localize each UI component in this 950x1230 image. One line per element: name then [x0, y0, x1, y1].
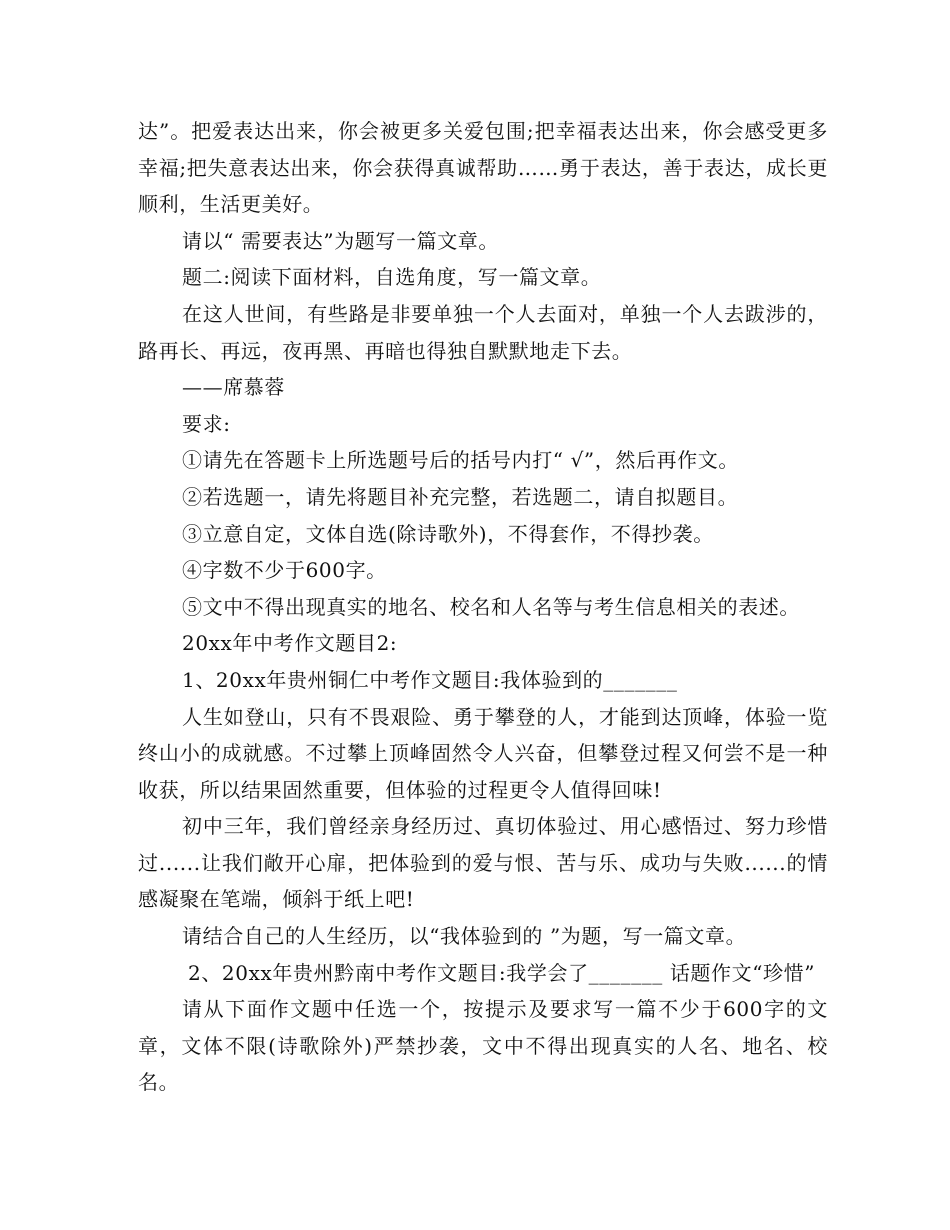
paragraph-junior-high: 初中三年，我们曾经亲身经历过、真切体验过、用心感悟过、努力珍惜过......让我们敞开心扉，把体验到的爱与恨、苦与乐、成功与失败......的情感凝聚在笔端，倾斜于纸上吧!: [138, 814, 828, 912]
paragraph-instruction: 请结合自己的人生经历，以“我体验到的 ”为题，写一篇文章。: [182, 924, 747, 949]
paragraph-quote-author: ——席慕蓉: [182, 375, 285, 400]
paragraph-prompt-title: 请以“ 需要表达”为题写一篇文章。: [182, 228, 500, 253]
paragraph-continuation: 达”。把爱表达出来，你会被更多关爱包围;把幸福表达出来，你会感受更多幸福;把失意表达出来，你会获得真诚帮助……勇于表达，善于表达，成长更顺利，生活更美好。: [138, 119, 828, 217]
requirement-item-5: ⑤文中不得出现真实的地名、校名和人名等与考生信息相关的表述。: [182, 594, 800, 619]
requirement-item-1: ①请先在答题卡上所选题号后的括号内打“ √”，然后再作文。: [182, 448, 739, 473]
section-heading: 20xx年中考作文题目2:: [182, 631, 398, 656]
requirement-item-3: ③立意自定，文体自选(除诗歌外)，不得套作，不得抄袭。: [182, 521, 714, 546]
document-body: [138, 113, 828, 1101]
paragraph-mountain: 人生如登山，只有不畏艰险、勇于攀登的人，才能到达顶峰，体验一览终山小的成就感。不过攀上顶峰固然令人兴奋，但攀登过程又何尝不是一种收获，所以结果固然重要，但体验的过程更令人值得回味!: [138, 704, 828, 802]
topic-2-heading: 2、20xx年贵州黔南中考作文题目:我学会了_______ 话题作文“珍惜”: [188, 960, 816, 985]
paragraph-topic-two: 题二:阅读下面材料，自选角度，写一篇文章。: [182, 265, 602, 290]
requirement-item-4: ④字数不少于600字。: [182, 558, 387, 583]
topic-1-heading: 1、20xx年贵州铜仁中考作文题目:我体验到的_______: [182, 667, 678, 692]
paragraph-quote: 在这人世间，有些路是非要单独一个人去面对，单独一个人去跋涉的，路再长、再远，夜再黑、再暗也得独自默默地走下去。: [138, 301, 828, 363]
paragraph-requirements-heading: 要求:: [182, 411, 231, 436]
requirement-item-2: ②若选题一，请先将题目补充完整，若选题二，请自拟题目。: [182, 484, 739, 509]
paragraph-final-instruction: 请从下面作文题中任选一个，按提示及要求写一篇不少于600字的文章，文体不限(诗歌除外)严禁抄袭，文中不得出现真实的人名、地名、校名。: [138, 997, 828, 1095]
